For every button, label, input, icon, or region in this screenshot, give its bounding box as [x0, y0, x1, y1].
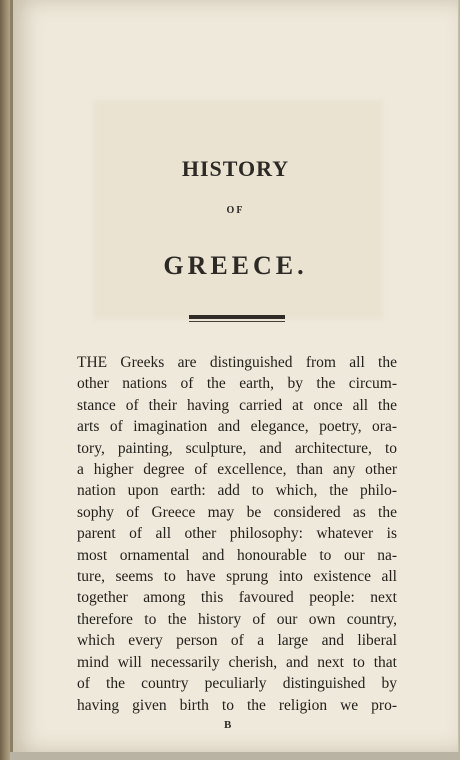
body-line-17: having given birth to the religion we pro- — [77, 696, 397, 714]
body-line-3: stance of their having carried at once all the — [77, 396, 397, 414]
body-line-13: therefore to the history of our own country, — [77, 610, 397, 628]
title-rule-thin — [189, 321, 285, 322]
body-line-14: which every person of a large and liberal — [77, 632, 397, 650]
body-line-8: sophy of Greece may be considered as the — [77, 503, 397, 521]
signature-mark: B — [224, 719, 232, 731]
body-line-9: parent of all other philosophy: whatever is — [77, 525, 397, 543]
title-main: HISTORY — [181, 156, 290, 181]
body-line-2: other nations of the earth, by the circum- — [77, 375, 397, 393]
body-line-1: THE Greeks are distinguished from all the — [77, 354, 397, 371]
body-line-10: most ornamental and honourable to our na- — [77, 546, 397, 564]
book-binding-edge — [0, 0, 10, 760]
body-line-12: together among this favoured people: next — [77, 589, 397, 607]
body-line-7: nation upon earth: add to which, the philo- — [77, 482, 397, 500]
body-line-16: of the country peculiarly distinguished by — [77, 675, 397, 693]
body-line-6: a higher degree of excellence, than any other — [77, 461, 397, 479]
title-connector: OF — [226, 205, 245, 216]
body-line-4: arts of imagination and elegance, poetry, ora- — [77, 418, 397, 436]
body-line-15: mind will necessarily cherish, and next to that — [77, 653, 397, 671]
title-subject: GREECE. — [163, 251, 308, 280]
printed-page — [10, 0, 459, 752]
body-paragraph — [77, 352, 397, 716]
body-line-5: tory, painting, sculpture, and architecture, to — [77, 439, 397, 457]
body-line-11: ture, seems to have sprung into existence all — [77, 568, 397, 586]
title-rule-thick — [189, 315, 285, 319]
